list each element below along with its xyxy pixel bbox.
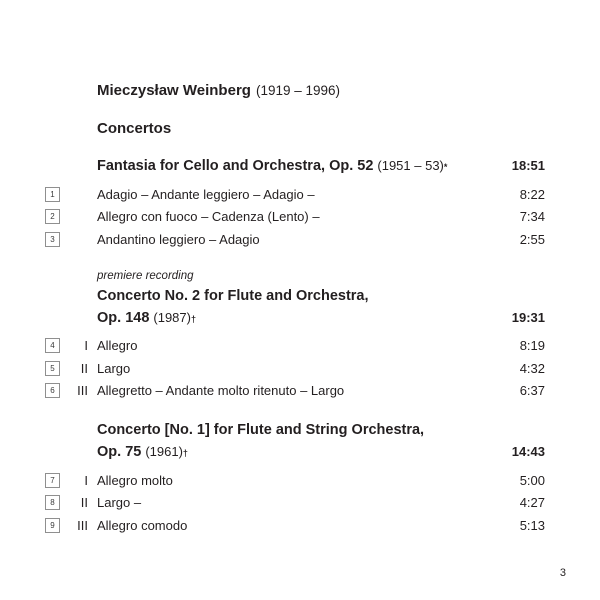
track-number: 1 bbox=[50, 189, 55, 199]
work-title: Op. 75 bbox=[97, 444, 142, 460]
track-row bbox=[45, 335, 545, 358]
track-number-cell bbox=[45, 361, 60, 376]
work-title-line bbox=[45, 420, 545, 441]
movement-numeral: II bbox=[80, 495, 88, 511]
composer-name: Mieczysław Weinberg bbox=[97, 82, 251, 99]
track-number-cell bbox=[45, 518, 60, 533]
track-duration: 5:00 bbox=[519, 472, 545, 488]
work-tracks bbox=[45, 469, 545, 537]
track-number-cell bbox=[45, 473, 60, 488]
work-tracks bbox=[45, 183, 545, 251]
track-duration: 7:34 bbox=[519, 209, 545, 225]
track-duration: 4:27 bbox=[519, 495, 545, 511]
track-number: 4 bbox=[50, 341, 55, 351]
track-number: 9 bbox=[50, 520, 55, 530]
track-number-cell bbox=[45, 232, 60, 247]
page-header bbox=[45, 82, 545, 137]
track-duration: 8:19 bbox=[519, 338, 545, 354]
track-row bbox=[45, 514, 545, 537]
track-number-box bbox=[45, 209, 60, 224]
page-number: 3 bbox=[559, 567, 566, 579]
work-title-date: (1951 – 53) bbox=[377, 158, 444, 173]
work-title: Fantasia for Cello and Orchestra, Op. 52 bbox=[97, 158, 374, 174]
track-duration: 2:55 bbox=[519, 231, 545, 247]
work-title-line: Op. 75 (1961) † 14:43 bbox=[45, 441, 545, 463]
premiere-note: premiere recording bbox=[97, 269, 194, 282]
track-number: 6 bbox=[50, 386, 55, 396]
track-number: 2 bbox=[50, 212, 55, 222]
track-row bbox=[45, 380, 545, 403]
track-title: Adagio – Andante leggiero – Adagio – bbox=[97, 186, 315, 202]
work-title-block bbox=[45, 420, 545, 463]
track-title: Largo bbox=[97, 360, 131, 376]
track-title: Largo – bbox=[97, 495, 142, 511]
track-number-box bbox=[45, 232, 60, 247]
track-row bbox=[45, 492, 545, 515]
track-row bbox=[45, 228, 545, 251]
work-section bbox=[45, 155, 545, 251]
track-duration: 4:32 bbox=[519, 360, 545, 376]
track-number: 3 bbox=[50, 234, 55, 244]
track-row bbox=[45, 357, 545, 380]
work-title-date: (1961) bbox=[145, 444, 183, 459]
movement-numeral: III bbox=[77, 517, 88, 533]
work-title: Concerto [No. 1] for Flute and String Orchestra, bbox=[97, 422, 425, 438]
work-title-block bbox=[45, 155, 545, 177]
work-tracks bbox=[45, 335, 545, 403]
work-section bbox=[45, 420, 545, 537]
track-number-box bbox=[45, 187, 60, 202]
track-title: Allegro molto bbox=[97, 472, 173, 488]
work-title: Op. 148 bbox=[97, 309, 150, 326]
track-number-box bbox=[45, 383, 60, 398]
movement-numeral: II bbox=[80, 360, 88, 376]
work-title-date: (1987) bbox=[153, 309, 191, 325]
track-number-box bbox=[45, 361, 60, 376]
album-title: Concertos bbox=[97, 120, 172, 137]
track-row bbox=[45, 206, 545, 229]
work-duration: 18:51 bbox=[511, 158, 545, 173]
work-title-line bbox=[45, 286, 545, 307]
work-title-line: Op. 148 (1987) † 19:31 bbox=[45, 307, 545, 329]
track-number-cell bbox=[45, 338, 60, 353]
composer-dates: (1919 – 1996) bbox=[255, 83, 341, 98]
track-number-box bbox=[45, 338, 60, 353]
work-section bbox=[45, 269, 545, 403]
track-title: Andantino leggiero – Adagio bbox=[97, 231, 260, 247]
track-number-box bbox=[45, 495, 60, 510]
track-number-cell bbox=[45, 209, 60, 224]
track-duration: 8:22 bbox=[519, 186, 545, 202]
track-duration: 6:37 bbox=[519, 383, 545, 399]
movement-numeral: I bbox=[84, 338, 88, 354]
composer-line bbox=[45, 82, 545, 99]
track-title: Allegro comodo bbox=[97, 517, 188, 533]
track-number-box bbox=[45, 518, 60, 533]
track-row bbox=[45, 469, 545, 492]
track-duration: 5:13 bbox=[519, 517, 545, 533]
work-duration: 19:31 bbox=[511, 309, 545, 325]
track-title: Allegro con fuoco – Cadenza (Lento) – bbox=[97, 209, 320, 225]
track-number: 8 bbox=[50, 498, 55, 508]
track-title: Allegretto – Andante molto ritenuto – Largo bbox=[97, 383, 345, 399]
work-title: Concerto No. 2 for Flute and Orchestra, bbox=[97, 287, 369, 304]
track-title: Allegro bbox=[97, 338, 138, 354]
track-number-box bbox=[45, 473, 60, 488]
track-number-cell bbox=[45, 495, 60, 510]
track-row bbox=[45, 183, 545, 206]
movement-numeral: III bbox=[77, 383, 88, 399]
track-number-cell bbox=[45, 383, 60, 398]
work-title-block bbox=[45, 286, 545, 329]
tracklist bbox=[45, 155, 545, 537]
movement-numeral: I bbox=[84, 472, 88, 488]
work-duration: 14:43 bbox=[511, 444, 545, 459]
track-number: 5 bbox=[50, 363, 55, 373]
work-title-line: Fantasia for Cello and Orchestra, Op. 52 (1951 – 53) * 18:51 bbox=[45, 155, 545, 177]
track-number-cell bbox=[45, 187, 60, 202]
track-number: 7 bbox=[50, 475, 55, 485]
